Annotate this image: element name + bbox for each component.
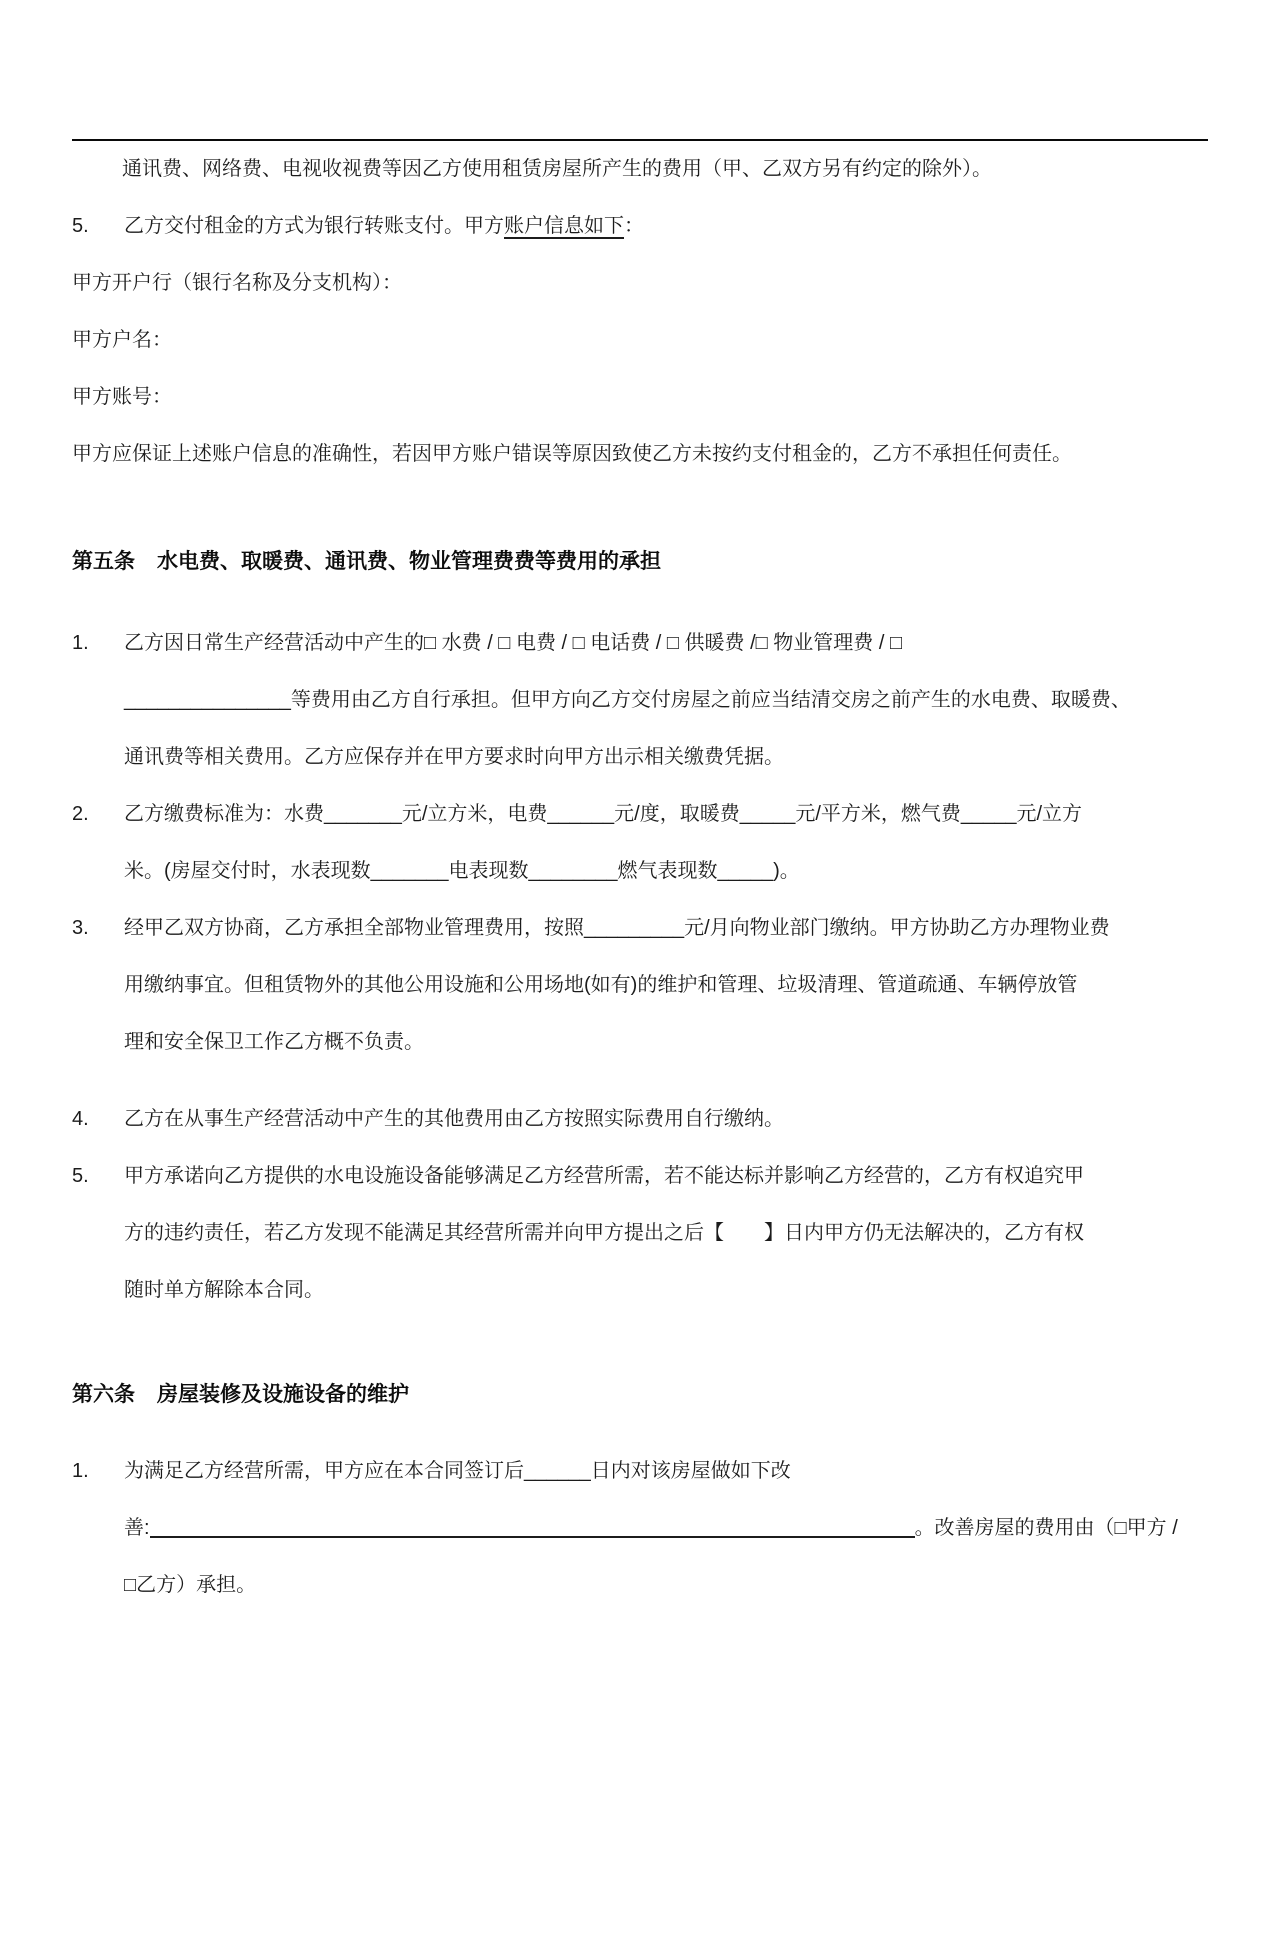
renovation-blank-line bbox=[150, 1516, 915, 1538]
list-item-2 bbox=[72, 786, 1208, 900]
list-item-1 bbox=[72, 615, 1208, 786]
item3-line3: 理和安全保卫工作乙方概不负责。 bbox=[124, 1031, 424, 1053]
list-item-number: 5. bbox=[72, 215, 89, 237]
renovation-line2-prefix: 善: bbox=[124, 1517, 150, 1539]
renovation-line1: 为满足乙方经营所需，甲方应在本合同签订后______日内对该房屋做如下改 bbox=[124, 1460, 791, 1482]
bank-guarantee-paragraph: 甲方应保证上述账户信息的准确性，若因甲方账户错误等原因致使乙方未按约支付租金的，乙方不承担任何责任。 bbox=[72, 443, 1072, 465]
item5-line2: 方的违约责任，若乙方发现不能满足其经营所需并向甲方提出之后【 】日内甲方仍无法解决的，乙方有权 bbox=[124, 1222, 1084, 1244]
article6-number: 第六条 bbox=[72, 1383, 135, 1406]
continuation-paragraph: 通讯费、网络费、电视收视费等因乙方使用租赁房屋所产生的费用（甲、乙双方另有约定的除外）。 bbox=[122, 158, 992, 180]
list-item-number: 3. bbox=[72, 917, 89, 939]
list-item-number: 1. bbox=[72, 1460, 89, 1482]
list-item-renovation bbox=[72, 1443, 1208, 1614]
renovation-line2-suffix: 。改善房屋的费用由（□甲方 / bbox=[914, 1517, 1178, 1539]
article6-list bbox=[72, 1443, 1208, 1614]
item3-line2: 用缴纳事宜。但租赁物外的其他公用设施和公用场地(如有)的维护和管理、垃圾清理、管道疏通、车辆停放管 bbox=[124, 974, 1078, 996]
article6-heading bbox=[72, 1366, 1208, 1423]
list-item-5 bbox=[72, 1148, 1208, 1319]
article5-number: 第五条 bbox=[72, 550, 135, 573]
article6-title: 房屋装修及设施设备的维护 bbox=[157, 1383, 409, 1406]
item1-line1: 乙方因日常生产经营活动中产生的□ 水费 / □ 电费 / □ 电话费 / □ 供暖费 /□ 物业管理费 / □ bbox=[124, 632, 903, 654]
item4-line1: 乙方在从事生产经营活动中产生的其他费用由乙方按照实际费用自行缴纳。 bbox=[124, 1108, 784, 1130]
list-item-rent-payment bbox=[72, 198, 1208, 255]
item1-line3: 通讯费等相关费用。乙方应保存并在甲方要求时向甲方出示相关缴费凭据。 bbox=[124, 746, 784, 768]
item2-line2: 米。(房屋交付时，水表现数_______电表现数________燃气表现数_____)。 bbox=[124, 860, 800, 882]
item1-line2: _______________等费用由乙方自行承担。但甲方向乙方交付房屋之前应当结清交房之前产生的水电费、取暖费、 bbox=[124, 689, 1131, 711]
renovation-line3: □乙方）承担。 bbox=[124, 1574, 257, 1596]
rent-payment-text: 乙方交付租金的方式为银行转账支付。甲方 bbox=[124, 215, 504, 237]
rent-payment-colon: ： bbox=[624, 215, 644, 237]
article5-title: 水电费、取暖费、通讯费、物业管理费费等费用的承担 bbox=[157, 550, 661, 573]
list-item-4 bbox=[72, 1091, 1208, 1148]
list-item-number: 2. bbox=[72, 803, 89, 825]
article5-heading bbox=[72, 533, 1208, 590]
item2-line1: 乙方缴费标准为：水费_______元/立方米，电费______元/度，取暖费_____元/平方米，燃气费_____元/立方 bbox=[124, 803, 1083, 825]
bank-account-number-label: 甲方账号： bbox=[72, 386, 172, 408]
item5-line3: 随时单方解除本合同。 bbox=[124, 1279, 324, 1301]
list-item-number: 4. bbox=[72, 1108, 89, 1130]
list-item-number: 5. bbox=[72, 1165, 89, 1187]
contract-page bbox=[0, 139, 1280, 1614]
item5-line1: 甲方承诺向乙方提供的水电设施设备能够满足乙方经营所需，若不能达标并影响乙方经营的，乙方有权追究甲 bbox=[124, 1165, 1084, 1187]
item3-line1: 经甲乙双方协商，乙方承担全部物业管理费用，按照_________元/月向物业部门缴纳。甲方协助乙方办理物业费 bbox=[124, 917, 1110, 939]
article5-list bbox=[72, 615, 1208, 1319]
bank-account-bank-label: 甲方开户行（银行名称及分支机构）： bbox=[72, 272, 402, 294]
rent-payment-underlined-text: 账户信息如下 bbox=[504, 215, 624, 237]
list-item-3 bbox=[72, 900, 1208, 1071]
list-item-number: 1. bbox=[72, 632, 89, 654]
bank-account-name-label: 甲方户名： bbox=[72, 329, 172, 351]
